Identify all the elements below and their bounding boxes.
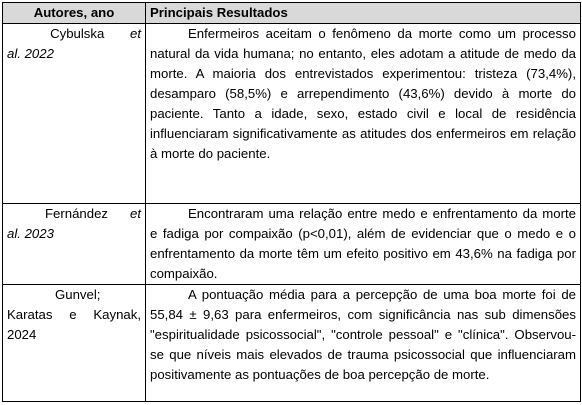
- author-cell: [3, 24, 146, 204]
- header-main-results: Principais Resultados: [146, 3, 581, 24]
- author-coauthors: Karatas e Kaynak,: [7, 307, 141, 322]
- table-row: [3, 204, 581, 285]
- author-cell: [3, 204, 146, 285]
- result-cell: A pontuação média para a percepção de uma boa morte foi de 55,84 ± 9,63 para enfermeiros, com significância nas sub dimensões "espiritualidade psicossocial", "controle pessoal" e "clínica". Observou-se que níveis mais elevados de trauma psicossocial que influenciaram positivamente as pontuações de boa percepção de morte.: [146, 285, 581, 402]
- author-year: al. 2022: [7, 46, 54, 61]
- author-name: Gunvel;: [55, 287, 101, 302]
- author-cell: [3, 285, 146, 402]
- result-cell: Enfermeiros aceitam o fenômeno da morte como um processo natural da vida humana; no entanto, eles adotam a atitude de medo da morte. A maioria dos entrevistados experimentou: tristeza (73,4%), desamparo (58,5%) e arrependimento (43,6%) devido à morte do paciente. Tanto a idade, sexo, estado civil e local de residência influenciaram significativamente as atitudes dos enfermeiros em relação à morte do paciente.: [146, 24, 581, 204]
- author-name: Cybulska: [50, 26, 105, 41]
- table-header-row: [3, 3, 581, 24]
- author-name: Fernández: [44, 206, 109, 221]
- author-year: al. 2023: [7, 226, 54, 241]
- result-cell: Encontraram uma relação entre medo e enfrentamento da morte e fadiga por compaixão (p<0,01), além de evidenciar que o medo e o enfrentamento da morte têm um efeito positivo em 43,6% na fadiga por compaixão.: [146, 204, 581, 285]
- author-year: 2024: [7, 327, 37, 342]
- header-authors-year: Autores, ano: [3, 3, 146, 24]
- table-row: [3, 24, 581, 204]
- results-table: [2, 2, 581, 402]
- table-row: [3, 285, 581, 402]
- author-et: et: [130, 206, 141, 221]
- author-et: et: [130, 26, 141, 41]
